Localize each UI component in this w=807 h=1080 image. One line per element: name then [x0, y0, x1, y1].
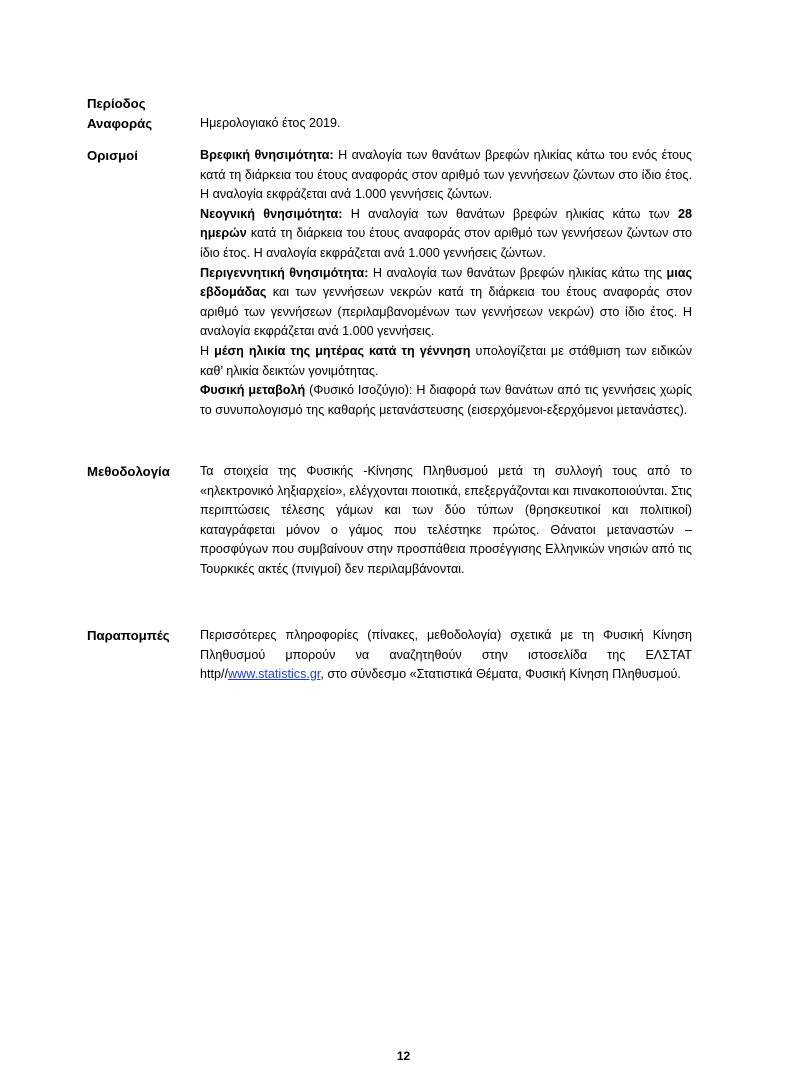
definition-neonatal-mortality: [200, 205, 692, 264]
methodology-text: Τα στοιχεία της Φυσικής -Κίνησης Πληθυσμού μετά τη συλλογή τους από το «ηλεκτρονικό ληξιαρχείο», ελέγχονται ποιοτικά, επεξεργάζονται και πινακοποιούνται. Στις περιπτώσεις τέλεσης γάμων και των δύο τύπων (θρησκευτικοί και πολιτικοί) καταγράφεται μόνον ο γάμος που τελέστηκε πρώτος. Θάνατοι μεταναστών – προσφύγων που συμβαίνουν στην προσπάθεια προσέγγισης Ελληνικών νησιών από τις Τουρκικές ακτές (πνιγμοί) δεν περιλαμβάνονται.: [200, 464, 692, 576]
reference-period-label: [87, 94, 199, 133]
infant-mortality-text: Η αναλογία των θανάτων βρεφών ηλικίας κάτω του ενός έτους κατά τη διάρκεια του έτους αναφοράς στον αριθμό των γεννήσεων ζώντων στο ίδιο έτος. Η αναλογία εκφράζεται ανά 1.000 γεννήσεις ζώντων.: [200, 148, 692, 202]
natural-change-text: (Φυσικό Ισοζύγιο): Η διαφορά των θανάτων από τις γεννήσεις χωρίς το συνυπολογισμό της καθαρής μετανάστευσης (εισερχόμενοι-εξερχόμενοι μετανάστες).: [200, 383, 693, 417]
definition-infant-mortality: [200, 146, 692, 205]
mother-age-text-end: υπολογίζεται με στάθμιση των ειδικών καθ’ ηλικία δεικτών γονιμότητας.: [200, 343, 692, 378]
mother-age-text: Η: [200, 343, 215, 358]
page-number: 12: [396, 1049, 411, 1063]
reference-period-value: Ημερολογιακό έτος 2019.: [200, 116, 341, 130]
infant-mortality-term: Βρεφική θνησιμότητα:: [200, 148, 334, 162]
references-text-end: , στο σύνδεσμο «Στατιστικά Θέματα, Φυσική Κίνηση Πληθυσμού.: [320, 667, 681, 682]
reference-period-label-line1: Περίοδος: [87, 96, 146, 111]
neonatal-mortality-emphasis: 28 ημερών: [200, 206, 692, 241]
perinatal-mortality-term: Περιγεννητική θνησιμότητα:: [200, 265, 369, 280]
definitions-content: [200, 146, 692, 420]
neonatal-mortality-term: Νεογνική θνησιμότητα:: [200, 206, 343, 221]
definition-perinatal-mortality: [200, 264, 692, 342]
section-methodology: [87, 462, 692, 602]
neonatal-mortality-text: Η αναλογία των θανάτων βρεφών ηλικίας κάτω των: [342, 206, 678, 221]
neonatal-mortality-text-end: κατά τη διάρκεια του έτους αναφοράς στον αριθμό των γεννήσεων ζώντων στο ίδιο έτος. Η αναλογία εκφράζεται ανά 1.000 γεννήσεις ζώντων.: [200, 226, 692, 260]
references-text-start: Περισσότερες πληροφορίες (πίνακες, μεθοδολογία) σχετικά με τη Φυσική Κίνηση Πληθυσμού μπορούν να αναζητηθούν στην ιστοσελίδα της ΕΛΣΤΑΤ http//: [200, 628, 692, 682]
perinatal-mortality-text-end: και των γεννήσεων νεκρών κατά τη διάρκεια του έτους αναφοράς στον αριθμό των γεννήσεων (περιλαμβανομένων των γεννήσεων νεκρών) στο ίδιο έτος. Η αναλογία εκφράζεται ανά 1.000 γεννήσεις.: [200, 285, 692, 339]
references-text: [200, 626, 692, 685]
perinatal-mortality-text: Η αναλογία των θανάτων βρεφών ηλικίας κάτω της: [368, 265, 667, 280]
definitions-label: Ορισμοί: [87, 148, 138, 163]
statistics-website-link[interactable]: www.statistics.gr: [228, 667, 321, 682]
definition-natural-change: [200, 381, 692, 420]
methodology-label: Μεθοδολογία: [87, 464, 170, 479]
section-reference-period: [87, 94, 692, 136]
references-label: Παραπομπές: [87, 628, 170, 643]
section-references: [87, 626, 692, 710]
methodology-content: [200, 462, 692, 580]
reference-period-label-line2: Αναφοράς: [87, 115, 153, 131]
natural-change-term: Φυσική μεταβολή: [200, 383, 306, 398]
mother-age-term: μέση ηλικία της μητέρας κατά τη γέννηση: [214, 343, 471, 358]
definition-mother-mean-age: [200, 342, 692, 381]
section-definitions: [87, 146, 692, 456]
references-content: [200, 626, 692, 685]
perinatal-mortality-emphasis: μιας εβδομάδας: [200, 265, 693, 300]
